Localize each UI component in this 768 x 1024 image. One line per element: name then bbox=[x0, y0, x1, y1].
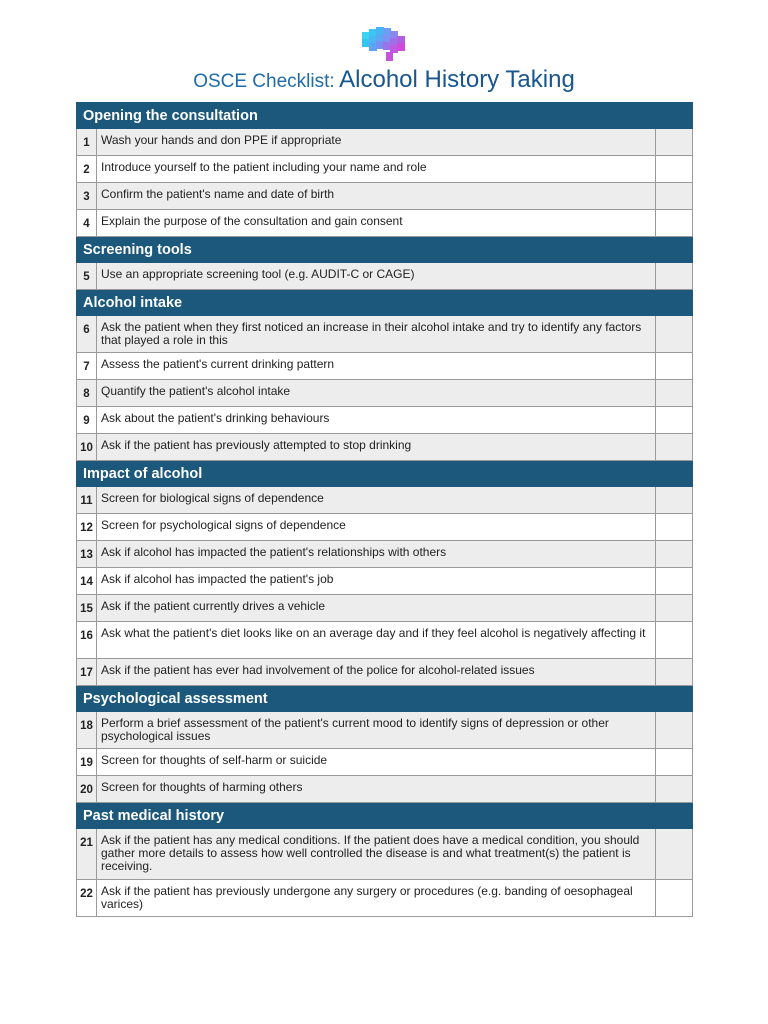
brain-icon bbox=[360, 26, 408, 64]
section-title: Psychological assessment bbox=[77, 686, 693, 712]
item-number: 3 bbox=[77, 183, 97, 210]
checklist-item bbox=[77, 776, 693, 803]
checkbox-cell[interactable] bbox=[656, 659, 693, 686]
checklist-item bbox=[77, 622, 693, 659]
item-text: Use an appropriate screening tool (e.g. AUDIT-C or CAGE) bbox=[97, 263, 656, 290]
item-number: 21 bbox=[77, 829, 97, 880]
section-header bbox=[77, 803, 693, 829]
item-text: Ask if the patient has previously undergone any surgery or procedures (e.g. banding of oesophageal varices) bbox=[97, 880, 656, 917]
item-text: Wash your hands and don PPE if appropriate bbox=[97, 129, 656, 156]
checkbox-cell[interactable] bbox=[656, 156, 693, 183]
item-text: Ask if the patient has ever had involvement of the police for alcohol-related issues bbox=[97, 659, 656, 686]
item-text: Ask if the patient has any medical conditions. If the patient does have a medical condition, you should gather more details to assess how well controlled the disease is and what treatment(s) the patient is receiving. bbox=[97, 829, 656, 880]
item-text: Ask if alcohol has impacted the patient's job bbox=[97, 568, 656, 595]
checkbox-cell[interactable] bbox=[656, 487, 693, 514]
page-title bbox=[0, 66, 768, 94]
checklist-item bbox=[77, 487, 693, 514]
checklist-item bbox=[77, 749, 693, 776]
checklist-table bbox=[76, 102, 693, 917]
item-number: 22 bbox=[77, 880, 97, 917]
checklist-item bbox=[77, 407, 693, 434]
item-text: Screen for thoughts of self-harm or suicide bbox=[97, 749, 656, 776]
item-text: Confirm the patient's name and date of birth bbox=[97, 183, 656, 210]
checkbox-cell[interactable] bbox=[656, 514, 693, 541]
item-number: 18 bbox=[77, 712, 97, 749]
item-text: Ask what the patient's diet looks like on an average day and if they feel alcohol is negatively affecting it bbox=[97, 622, 656, 659]
item-text: Ask the patient when they first noticed an increase in their alcohol intake and try to identify any factors that played a role in this bbox=[97, 316, 656, 353]
checkbox-cell[interactable] bbox=[656, 353, 693, 380]
item-number: 9 bbox=[77, 407, 97, 434]
section-title: Alcohol intake bbox=[77, 290, 693, 316]
section-title: Screening tools bbox=[77, 237, 693, 263]
checkbox-cell[interactable] bbox=[656, 380, 693, 407]
checkbox-cell[interactable] bbox=[656, 595, 693, 622]
item-number: 2 bbox=[77, 156, 97, 183]
item-text: Ask if alcohol has impacted the patient's relationships with others bbox=[97, 541, 656, 568]
item-number: 15 bbox=[77, 595, 97, 622]
checklist-item bbox=[77, 210, 693, 237]
checklist-item bbox=[77, 568, 693, 595]
item-number: 14 bbox=[77, 568, 97, 595]
section-title: Past medical history bbox=[77, 803, 693, 829]
checkbox-cell[interactable] bbox=[656, 183, 693, 210]
checkbox-cell[interactable] bbox=[656, 622, 693, 659]
checkbox-cell[interactable] bbox=[656, 749, 693, 776]
item-text: Assess the patient's current drinking pattern bbox=[97, 353, 656, 380]
item-text: Quantify the patient's alcohol intake bbox=[97, 380, 656, 407]
checkbox-cell[interactable] bbox=[656, 210, 693, 237]
title-main: Alcohol History Taking bbox=[339, 66, 575, 93]
item-text: Ask about the patient's drinking behaviours bbox=[97, 407, 656, 434]
title-prefix: OSCE Checklist: bbox=[193, 71, 335, 92]
section-header bbox=[77, 103, 693, 129]
checklist-item bbox=[77, 880, 693, 917]
item-text: Ask if the patient currently drives a vehicle bbox=[97, 595, 656, 622]
checkbox-cell[interactable] bbox=[656, 316, 693, 353]
checklist-item bbox=[77, 595, 693, 622]
item-number: 11 bbox=[77, 487, 97, 514]
checklist-item bbox=[77, 263, 693, 290]
section-header bbox=[77, 686, 693, 712]
item-number: 4 bbox=[77, 210, 97, 237]
item-number: 13 bbox=[77, 541, 97, 568]
checklist-item bbox=[77, 514, 693, 541]
item-number: 5 bbox=[77, 263, 97, 290]
checkbox-cell[interactable] bbox=[656, 129, 693, 156]
item-text: Screen for biological signs of dependence bbox=[97, 487, 656, 514]
section-header bbox=[77, 290, 693, 316]
checklist-item bbox=[77, 353, 693, 380]
item-number: 6 bbox=[77, 316, 97, 353]
item-text: Explain the purpose of the consultation and gain consent bbox=[97, 210, 656, 237]
checkbox-cell[interactable] bbox=[656, 776, 693, 803]
checkbox-cell[interactable] bbox=[656, 880, 693, 917]
item-text: Perform a brief assessment of the patient's current mood to identify signs of depression or other psychological issues bbox=[97, 712, 656, 749]
item-text: Screen for thoughts of harming others bbox=[97, 776, 656, 803]
checklist-item bbox=[77, 183, 693, 210]
section-title: Impact of alcohol bbox=[77, 461, 693, 487]
checklist-item bbox=[77, 659, 693, 686]
checklist-item bbox=[77, 541, 693, 568]
item-number: 1 bbox=[77, 129, 97, 156]
checklist-item bbox=[77, 712, 693, 749]
section-title: Opening the consultation bbox=[77, 103, 693, 129]
item-number: 19 bbox=[77, 749, 97, 776]
item-text: Ask if the patient has previously attempted to stop drinking bbox=[97, 434, 656, 461]
checkbox-cell[interactable] bbox=[656, 568, 693, 595]
item-number: 8 bbox=[77, 380, 97, 407]
checklist-item bbox=[77, 380, 693, 407]
section-header bbox=[77, 461, 693, 487]
item-number: 20 bbox=[77, 776, 97, 803]
checklist-item bbox=[77, 434, 693, 461]
item-number: 17 bbox=[77, 659, 97, 686]
item-number: 7 bbox=[77, 353, 97, 380]
checkbox-cell[interactable] bbox=[656, 407, 693, 434]
item-text: Screen for psychological signs of dependence bbox=[97, 514, 656, 541]
checkbox-cell[interactable] bbox=[656, 829, 693, 880]
checkbox-cell[interactable] bbox=[656, 434, 693, 461]
item-number: 10 bbox=[77, 434, 97, 461]
item-text: Introduce yourself to the patient including your name and role bbox=[97, 156, 656, 183]
checkbox-cell[interactable] bbox=[656, 263, 693, 290]
item-number: 16 bbox=[77, 622, 97, 659]
item-number: 12 bbox=[77, 514, 97, 541]
checkbox-cell[interactable] bbox=[656, 712, 693, 749]
checklist-item bbox=[77, 829, 693, 880]
checklist-item bbox=[77, 316, 693, 353]
checkbox-cell[interactable] bbox=[656, 541, 693, 568]
section-header bbox=[77, 237, 693, 263]
checklist-item bbox=[77, 156, 693, 183]
checklist-item bbox=[77, 129, 693, 156]
